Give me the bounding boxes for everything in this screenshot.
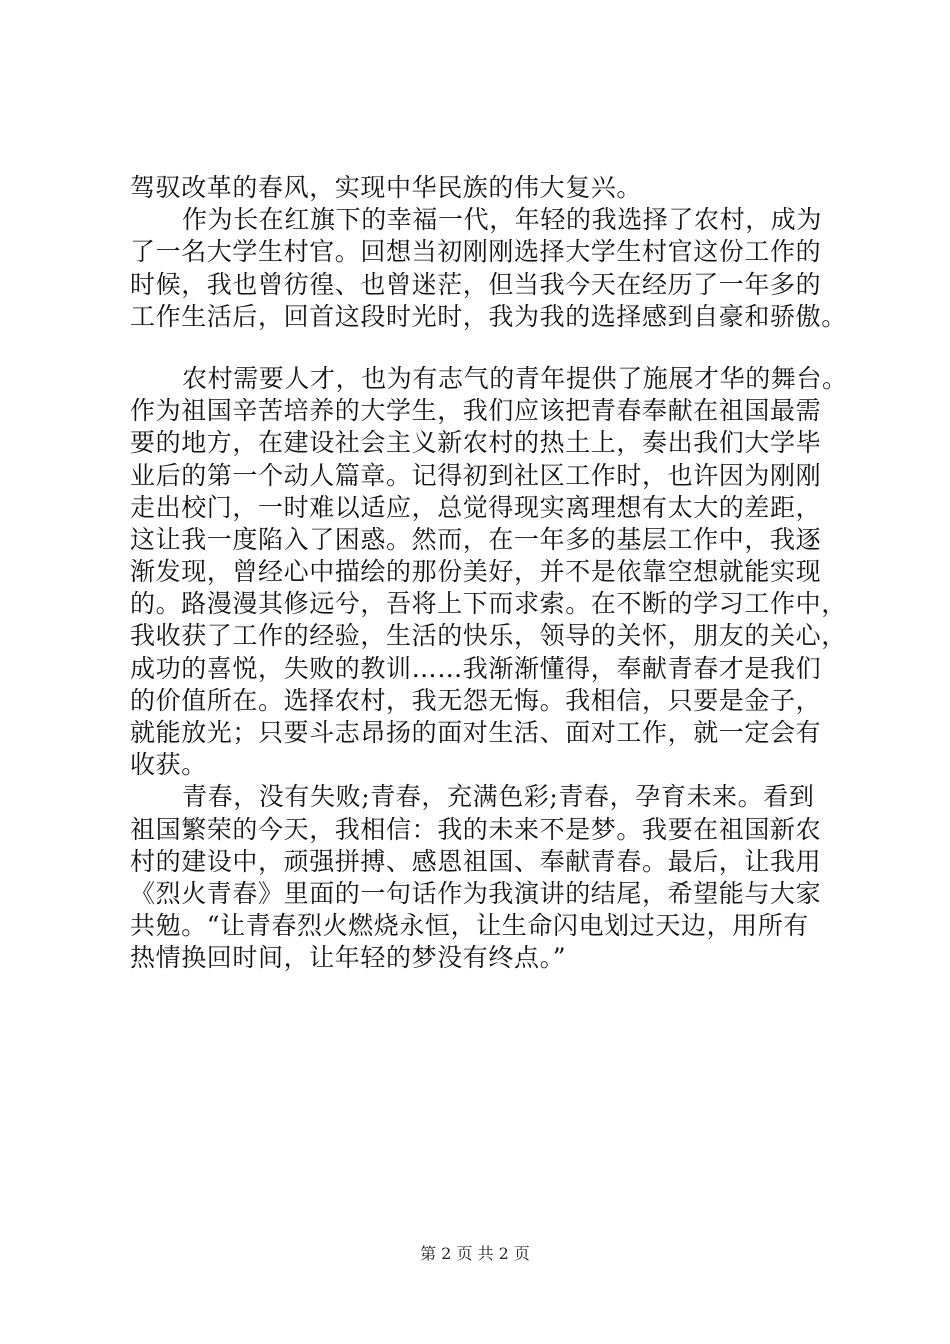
text-line: 成功的喜悦，失败的教训……我渐渐懂得，奉献青春才是我们 [130, 653, 822, 683]
page-footer [0, 1244, 950, 1264]
text-line: 作为长在红旗下的幸福一代，年轻的我选择了农村，成为 [182, 205, 823, 235]
document-body [130, 172, 850, 975]
text-line: 收获。 [130, 750, 207, 780]
text-line: 这让我一度陷入了困惑。然而，在一年多的基层工作中，我逐 [130, 524, 822, 554]
text-line: 就能放光；只要斗志昂扬的面对生活、面对工作，就一定会有 [130, 718, 822, 747]
text-line: 热情换回时间，让年轻的梦没有终点。” [130, 943, 567, 973]
text-line: 时候，我也曾彷徨、也曾迷茫，但当我今天在经历了一年多的 [130, 269, 822, 299]
text-line: 青春，没有失败;青春，充满色彩;青春，孕育未来。看到 [182, 782, 815, 812]
text-line: 的价值所在。选择农村，我无怨无悔。我相信，只要是金子， [130, 685, 822, 715]
text-line: 走出校门，一时难以适应，总觉得现实离理想有太大的差距， [130, 492, 822, 522]
text-line: 要的地方，在建设社会主义新农村的热土上，奏出我们大学毕 [130, 428, 822, 458]
paragraph-gap [130, 333, 850, 363]
text-line: 我收获了工作的经验，生活的快乐，领导的关怀，朋友的关心， [130, 621, 847, 651]
text-line: 了一名大学生村官。回想当初刚刚选择大学生村官这份工作的 [130, 237, 822, 267]
text-line: 驾驭改革的春风，实现中华民族的伟大复兴。 [130, 173, 643, 202]
text-line: 的。路漫漫其修远兮，吾将上下而求索。在不断的学习工作中， [130, 589, 847, 619]
text-line: 渐发现，曾经心中描绘的那份美好，并不是依靠空想就能实现 [130, 557, 822, 587]
text-line: 作为祖国辛苦培养的大学生，我们应该把青春奉献在祖国最需 [130, 396, 822, 426]
page-number-label: 第 2 页 共 2 页 [420, 1244, 530, 1263]
text-line: 共勉。“让青春烈火燃烧永恒，让生命闪电划过天边，用所有 [130, 911, 809, 941]
text-line: 祖国繁荣的今天，我相信：我的未来不是梦。我要在祖国新农 [130, 814, 822, 844]
text-line: 工作生活后，回首这段时光时，我为我的选择感到自豪和骄傲。 [130, 301, 847, 331]
text-line: 《烈火青春》里面的一句话作为我演讲的结尾，希望能与大家 [130, 878, 822, 908]
text-line: 村的建设中，顽强拼搏、感恩祖国、奉献青春。最后，让我用 [130, 846, 822, 876]
text-line: 农村需要人才，也为有志气的青年提供了施展才华的舞台。 [182, 363, 848, 393]
text-line: 业后的第一个动人篇章。记得初到社区工作时，也许因为刚刚 [130, 460, 822, 490]
